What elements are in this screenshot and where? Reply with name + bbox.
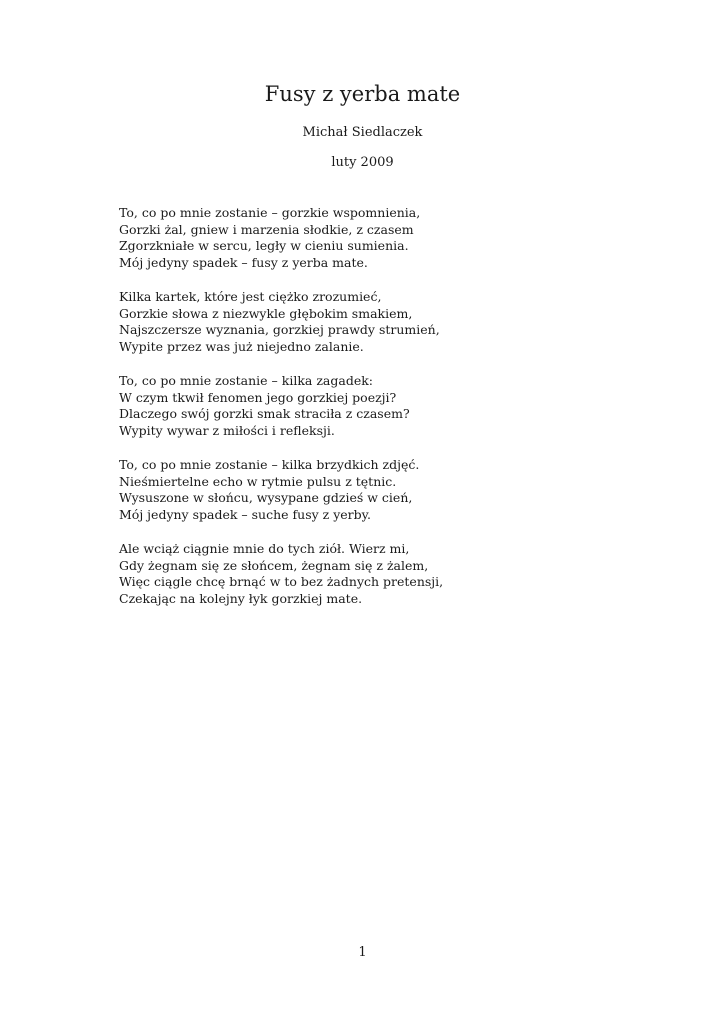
poem-line: Wysuszone w słońcu, wysypane gdzieś w cień, [119,490,413,505]
poem-line: Nieśmiertelne echo w rytmie pulsu z tętnic. [119,473,397,489]
poem-line: Gorzki żal, gniew i marzenia słodkie, z czasem [119,221,414,237]
poem-stanza-4 [119,457,619,523]
poem-line: Zgorzkniałe w sercu, legły w cieniu sumienia. [119,238,409,253]
poem-line: Mój jedyny spadek – suche fusy z yerby. [119,506,372,522]
poem-stanza-1 [119,205,619,271]
document-title: Fusy z yerba mate [264,82,461,106]
poem-line: Najszczersze wyznania, gorzkiej prawdy strumień, [119,322,440,337]
poem-stanza-3 [119,373,619,439]
poem-line: Ale wciąż ciągnie mnie do tych ziół. Wierz mi, [119,541,410,556]
poem-line: Gdy żegnam się ze słońcem, żegnam się z żalem, [119,557,429,573]
page-number: 1 [358,945,367,960]
document-author: Michał Siedlaczek [302,125,423,140]
poem-line: Więc ciągle chcę brnąć w to bez żadnych pretensji, [119,574,444,589]
poem-line: Kilka kartek, które jest ciężko zrozumieć, [119,289,382,304]
poem-stanza-2 [119,289,619,355]
poem-stanza-5 [119,541,619,607]
poem-line: W czym tkwił fenomen jego gorzkiej poezji? [119,389,397,405]
poem-body [119,205,619,625]
poem-line: Wypity wywar z miłości i refleksji. [119,422,335,438]
poem-line: Wypite przez was już niejedno zalanie. [119,338,364,354]
poem-line: To, co po mnie zostanie – kilka zagadek: [119,373,374,388]
document-date: luty 2009 [331,155,394,170]
poem-line: Gorzkie słowa z niezwykle głębokim smakiem, [119,305,413,321]
poem-line: To, co po mnie zostanie – kilka brzydkich zdjęć. [119,457,420,472]
poem-line: Czekając na kolejny łyk gorzkiej mate. [119,590,363,606]
poem-line: Dlaczego swój gorzki smak straciła z czasem? [119,406,410,421]
poem-line: To, co po mnie zostanie – gorzkie wspomnienia, [119,205,421,220]
poem-line: Mój jedyny spadek – fusy z yerba mate. [119,254,368,270]
